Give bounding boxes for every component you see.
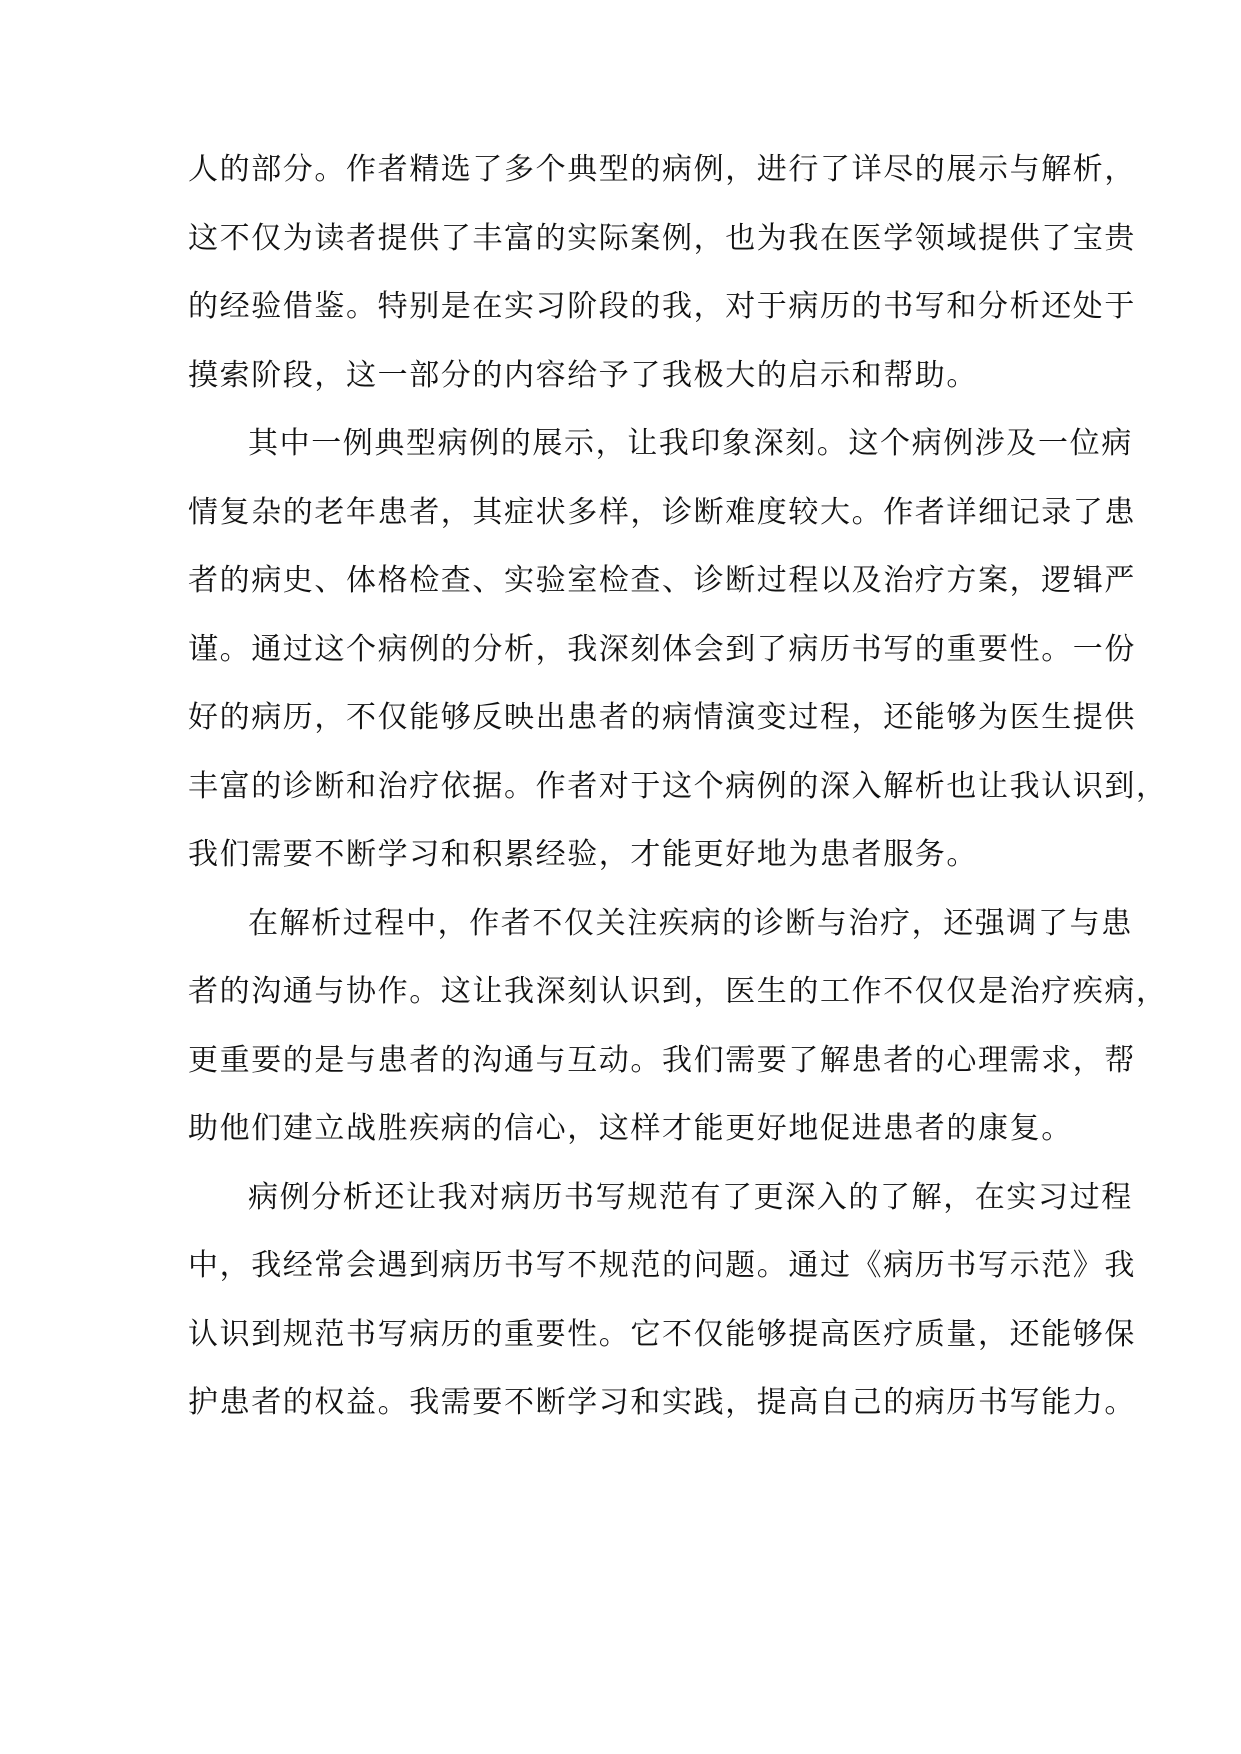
text-line: 者的病史、体格检查、实验室检查、诊断过程以及治疗方案，逻辑严: [188, 563, 1136, 598]
text-line: 好的病历，不仅能够反映出患者的病情演变过程，还能够为医生提供: [188, 700, 1136, 735]
text-line: 人的部分。作者精选了多个典型的病例，进行了详尽的展示与解析，: [188, 152, 1136, 187]
text-line: 助他们建立战胜疾病的信心，这样才能更好地促进患者的康复。: [188, 1111, 1073, 1146]
text-line: 情复杂的老年患者，其症状多样，诊断难度较大。作者详细记录了患: [188, 494, 1136, 530]
paragraph-4: [188, 1164, 1136, 1438]
paragraph-1: [188, 136, 1136, 410]
text-line: 更重要的是与患者的沟通与互动。我们需要了解患者的心理需求，帮: [188, 1042, 1136, 1078]
text-line: 者的沟通与协作。这让我深刻认识到，医生的工作不仅仅是治疗疾病，: [188, 974, 1168, 1009]
text-line: 摸索阶段，这一部分的内容给予了我极大的启示和帮助。: [188, 357, 978, 393]
text-line: 的经验借鉴。特别是在实习阶段的我，对于病历的书写和分析还处于: [188, 289, 1136, 324]
text-line: 中，我经常会遇到病历书写不规范的问题。通过《病历书写示范》我: [188, 1248, 1136, 1283]
paragraph-2: [188, 410, 1168, 890]
text-line: 护患者的权益。我需要不断学习和实践，提高自己的病历书写能力。: [188, 1385, 1136, 1420]
text-line: 其中一例典型病例的展示，让我印象深刻。这个病例涉及一位病: [248, 426, 1133, 461]
text-line: 我们需要不断学习和积累经验，才能更好地为患者服务。: [188, 837, 978, 872]
text-line: 病例分析还让我对病历书写规范有了更深入的了解，在实习过程: [248, 1179, 1133, 1215]
document-body: [188, 136, 1168, 1438]
text-line: 这不仅为读者提供了丰富的实际案例，也为我在医学领域提供了宝贵: [188, 220, 1136, 256]
text-line: 谨。通过这个病例的分析，我深刻体会到了病历书写的重要性。一份: [188, 631, 1136, 667]
text-line: 在解析过程中，作者不仅关注疾病的诊断与治疗，还强调了与患: [248, 905, 1133, 941]
text-line: 丰富的诊断和治疗依据。作者对于这个病例的深入解析也让我认识到，: [188, 768, 1168, 804]
text-line: 认识到规范书写病历的重要性。它不仅能够提高医疗质量，还能够保: [188, 1316, 1136, 1352]
paragraph-3: [188, 890, 1168, 1164]
